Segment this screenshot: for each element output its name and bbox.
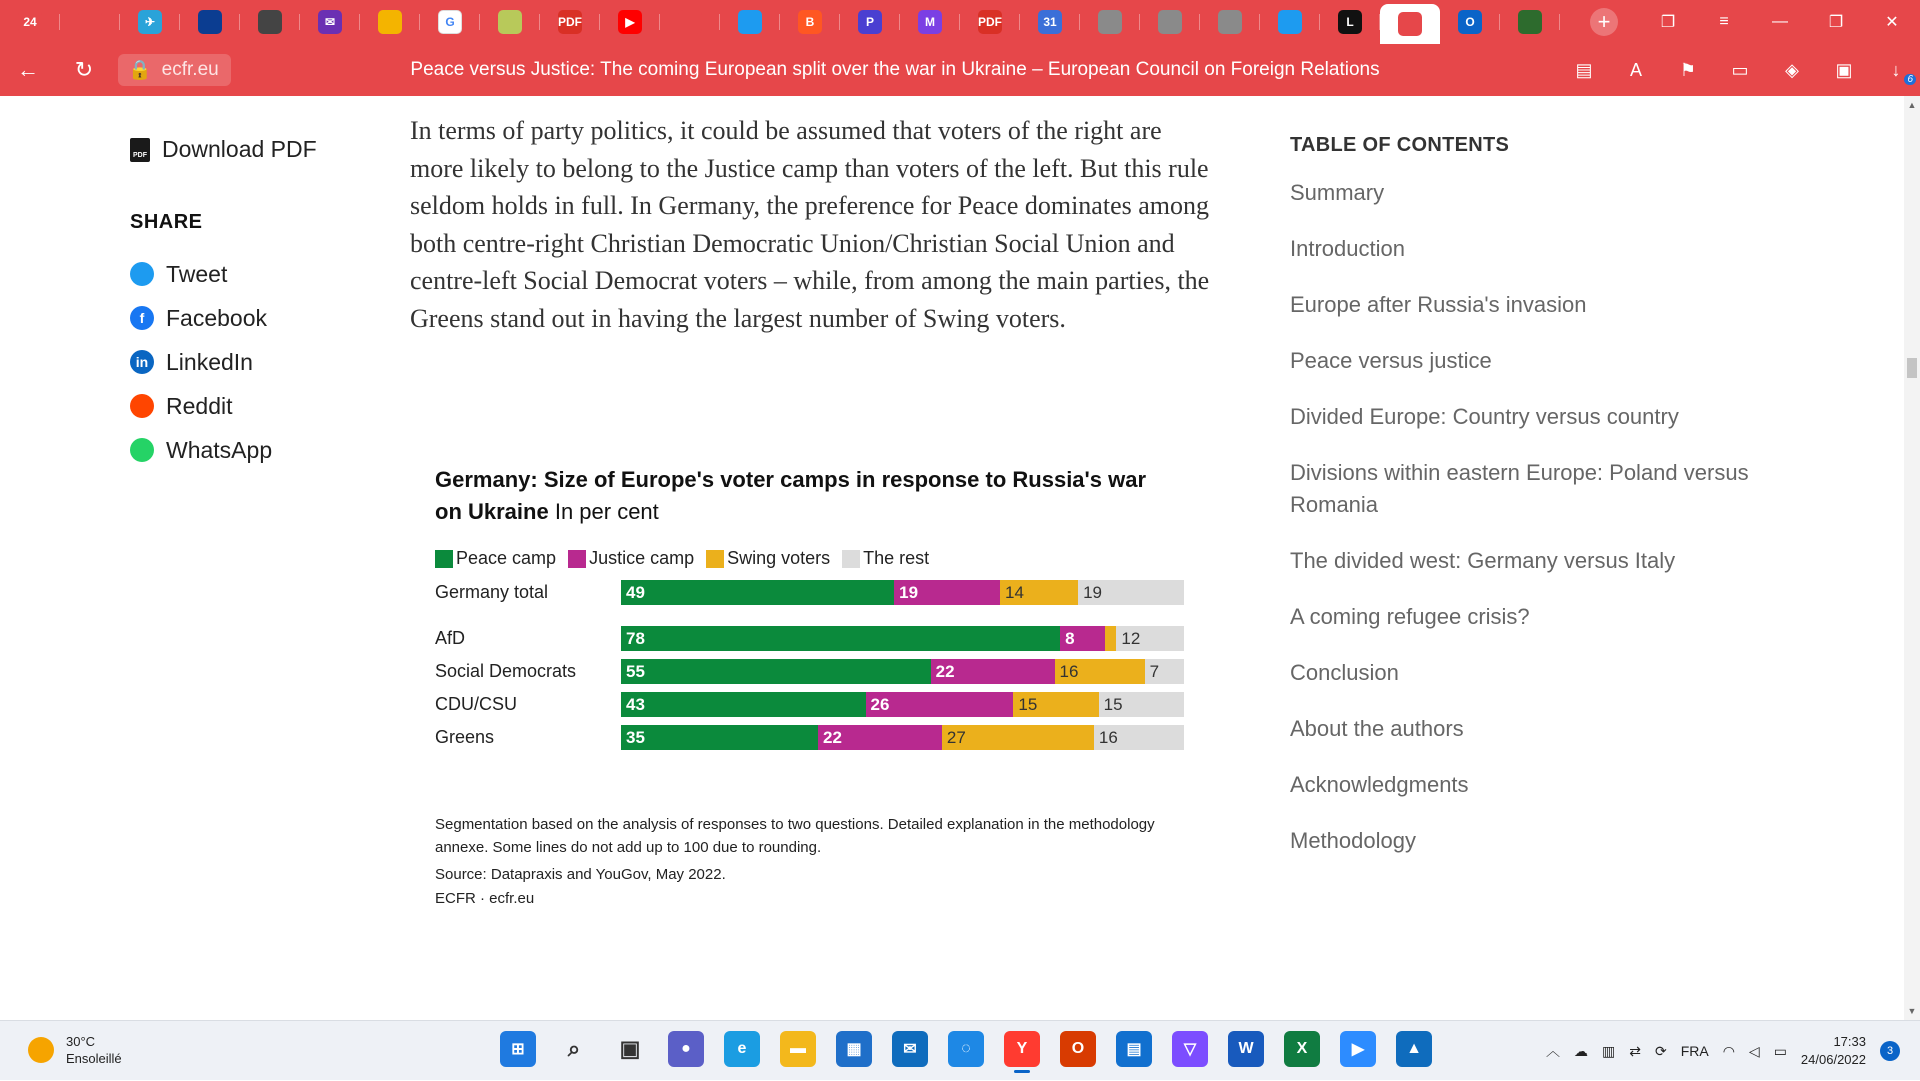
browser-tab[interactable] xyxy=(1080,0,1140,44)
share-item-linkedin[interactable] xyxy=(130,340,370,384)
browser-tab[interactable] xyxy=(600,0,660,44)
twitter-icon xyxy=(738,10,762,34)
chart-category-label: Germany total xyxy=(435,582,549,602)
chart-category-label: AfD xyxy=(435,628,466,648)
bar-value-label: 15 xyxy=(1103,695,1123,714)
youtube-icon: ▶ xyxy=(618,10,642,34)
legend-label: Peace camp xyxy=(456,548,557,568)
tray-sync-icon[interactable]: ⟳ xyxy=(1654,1042,1667,1059)
toc-item[interactable]: Conclusion xyxy=(1290,660,1399,685)
bar-segment xyxy=(1105,626,1116,651)
toc-list xyxy=(1290,177,1770,857)
hexagon-icon xyxy=(258,10,282,34)
blogger-icon: B xyxy=(798,10,822,34)
article-body xyxy=(410,112,1220,337)
bar-segment xyxy=(894,580,1000,605)
legend-label: Swing voters xyxy=(727,548,831,568)
browser-tab[interactable] xyxy=(900,0,960,44)
scroll-up-arrow-icon[interactable]: ▲ xyxy=(1907,100,1917,110)
tree-sketch-icon xyxy=(1158,10,1182,34)
bar-segment xyxy=(1099,692,1184,717)
vpn-icon[interactable]: ▽ xyxy=(1172,1031,1208,1067)
bar-segment xyxy=(1145,659,1184,684)
toc-item[interactable]: Introduction xyxy=(1290,236,1405,261)
toc-heading: TABLE OF CONTENTS xyxy=(1290,134,1510,156)
search-chat-icon xyxy=(1398,12,1422,36)
browser-tab[interactable] xyxy=(0,0,60,44)
volume-icon[interactable]: ◁ xyxy=(1748,1042,1760,1059)
browser-tab[interactable] xyxy=(1500,0,1560,44)
bar-value-label: 15 xyxy=(1018,695,1038,714)
legend-label: The rest xyxy=(863,548,930,568)
counter-24-icon: 24 xyxy=(18,10,42,34)
notification-count[interactable]: 3 xyxy=(1880,1041,1900,1061)
browser-tab[interactable] xyxy=(960,0,1020,44)
bar-value-label: 19 xyxy=(1083,583,1102,602)
weather-text xyxy=(66,1033,122,1067)
weather-widget[interactable] xyxy=(28,1033,122,1067)
legend-label: Justice camp xyxy=(589,548,695,568)
legend-item xyxy=(435,548,556,569)
yandex-browser-icon[interactable]: Y xyxy=(1004,1031,1040,1067)
google-multicolor-icon xyxy=(378,10,402,34)
toc-item[interactable]: Divided Europe: Country versus country xyxy=(1290,404,1679,429)
windows-taskbar xyxy=(0,1020,1920,1080)
legend-swatch xyxy=(842,550,860,568)
edge-icon[interactable]: e xyxy=(724,1031,760,1067)
share-item-tweet[interactable] xyxy=(130,252,370,296)
zoom-icon[interactable]: ▶ xyxy=(1340,1031,1376,1067)
desktop-app-icon[interactable]: ▤ xyxy=(1116,1031,1152,1067)
reader-mode-icon[interactable]: ▤ xyxy=(1575,59,1593,80)
new-tab-button[interactable]: + xyxy=(1590,8,1618,36)
browser-tab[interactable] xyxy=(1200,0,1260,44)
tray-settings-icon[interactable]: ⇄ xyxy=(1629,1042,1641,1059)
word-icon[interactable]: W xyxy=(1228,1031,1264,1067)
toc-item[interactable]: Summary xyxy=(1290,180,1385,205)
toc-item[interactable]: The divided west: Germany versus Italy xyxy=(1290,548,1676,573)
screenshot-extension-icon[interactable]: ▣ xyxy=(1835,59,1853,80)
bar-segment xyxy=(1013,692,1098,717)
downloads-count: 6 xyxy=(1904,74,1916,85)
chart-category-label: Social Democrats xyxy=(435,661,577,681)
bar-value-label: 35 xyxy=(626,728,645,747)
tray-app-icon[interactable]: ▥ xyxy=(1601,1042,1616,1059)
bar-segment xyxy=(1000,580,1078,605)
bar-value-label: 22 xyxy=(935,662,955,681)
tree-sketch-icon xyxy=(1098,10,1122,34)
photos-icon[interactable]: ▲ xyxy=(1396,1031,1432,1067)
bar-segment xyxy=(942,725,1094,750)
window-controls xyxy=(1640,0,1920,44)
bar-segment xyxy=(1094,725,1184,750)
chart-category-label: Greens xyxy=(435,727,495,747)
chart-title: Germany: Size of Europe's voter camps in response to Russia's war on Ukraine xyxy=(435,467,1147,524)
browser-tab[interactable] xyxy=(1020,0,1080,44)
address-bar-actions xyxy=(1570,44,1913,96)
chart-bars xyxy=(435,575,1195,805)
bookmark-icon[interactable]: ⚑ xyxy=(1679,59,1697,80)
share-heading: SHARE xyxy=(130,211,203,233)
toc-item[interactable]: Methodology xyxy=(1290,828,1416,853)
browser-tab[interactable] xyxy=(1320,0,1380,44)
minimize-button[interactable]: — xyxy=(1772,13,1788,30)
bar-value-label: 14 xyxy=(1005,583,1024,602)
toc-item[interactable]: Europe after Russia's invasion xyxy=(1290,292,1587,317)
facebook-icon: f xyxy=(130,306,154,330)
system-tray xyxy=(1546,1021,1900,1081)
bar-value-label: 16 xyxy=(1098,728,1118,747)
twitter-icon xyxy=(1278,10,1302,34)
share-list xyxy=(130,252,370,472)
google-icon: G xyxy=(438,10,462,34)
share-item-label: WhatsApp xyxy=(166,436,273,463)
mail-m-icon: M xyxy=(918,10,942,34)
chart-title-block xyxy=(435,464,1175,528)
chart-row xyxy=(435,659,1195,685)
chart-legend xyxy=(435,548,1195,569)
battery-icon[interactable]: ▭ xyxy=(1773,1042,1787,1059)
scroll-down-arrow-icon[interactable]: ▼ xyxy=(1907,1006,1917,1016)
share-item-label: Reddit xyxy=(166,392,233,419)
share-item-label: LinkedIn xyxy=(166,348,253,375)
bar-segment xyxy=(1060,626,1105,651)
toc-item[interactable]: Divisions within eastern Europe: Poland versus Romania xyxy=(1290,460,1749,517)
reload-button[interactable]: ↻ xyxy=(74,57,94,82)
bar-value-label: 19 xyxy=(899,583,919,602)
chart-note: Segmentation based on the analysis of responses to two questions. Detailed explanation in the methodology annexe. Some lines do not add up to 100 due to rounding. xyxy=(435,816,1155,856)
file-explorer-icon[interactable]: ▬ xyxy=(780,1031,816,1067)
bar-value-label: 26 xyxy=(870,695,890,714)
bar-value-label: 22 xyxy=(823,728,842,747)
tab-list xyxy=(0,0,1560,44)
bar-segment xyxy=(621,626,1060,651)
url-field[interactable] xyxy=(118,54,231,86)
search-icon[interactable]: ⌕ xyxy=(567,1036,581,1061)
voter-camps-chart xyxy=(435,464,1195,911)
menu-icon[interactable]: ≡ xyxy=(1719,13,1729,30)
legend-swatch xyxy=(706,550,724,568)
stacked-bar xyxy=(621,692,1184,717)
pattern-icon xyxy=(1518,10,1542,34)
browser-tab[interactable] xyxy=(720,0,780,44)
bar-segment xyxy=(621,692,866,717)
clock[interactable] xyxy=(1801,1033,1866,1069)
stacked-bar xyxy=(621,580,1184,605)
bar-value-label: 27 xyxy=(946,728,966,747)
reddit-icon xyxy=(130,394,154,418)
browser-tab[interactable] xyxy=(180,0,240,44)
letter-l-icon: L xyxy=(1338,10,1362,34)
chart-credit: ECFR · ecfr.eu xyxy=(435,890,535,907)
download-pdf-link[interactable] xyxy=(130,136,370,163)
browser-tab[interactable] xyxy=(60,0,120,44)
bar-value-label: 43 xyxy=(626,695,645,714)
bar-segment xyxy=(621,659,931,684)
mail-icon[interactable]: ✉ xyxy=(892,1031,928,1067)
scrollbar-thumb[interactable] xyxy=(1907,358,1917,378)
bar-value-label: 55 xyxy=(626,662,645,681)
table-of-contents xyxy=(1290,134,1770,881)
document-icon xyxy=(678,10,702,34)
legend-swatch xyxy=(435,550,453,568)
wifi-icon[interactable]: ◠ xyxy=(1722,1042,1735,1059)
browser-tab[interactable] xyxy=(360,0,420,44)
stacked-bar xyxy=(621,659,1184,684)
browser-tab[interactable] xyxy=(540,0,600,44)
browser-tab[interactable] xyxy=(1260,0,1320,44)
bar-segment xyxy=(931,659,1055,684)
chart-row xyxy=(435,626,1195,652)
bar-segment xyxy=(1078,580,1184,605)
teams-chat-icon[interactable]: ● xyxy=(668,1031,704,1067)
legend-item xyxy=(706,548,830,569)
telegram-icon: ✈ xyxy=(138,10,162,34)
share-item-whatsapp[interactable] xyxy=(130,428,370,472)
linkedin-icon: in xyxy=(130,350,154,374)
browser-tab[interactable] xyxy=(660,0,720,44)
bar-segment xyxy=(818,725,942,750)
tray-chevron-up-icon[interactable]: ︿ xyxy=(1545,1043,1560,1059)
toc-item[interactable]: Acknowledgments xyxy=(1290,772,1469,797)
bar-segment xyxy=(1055,659,1145,684)
browser-tab[interactable] xyxy=(1440,0,1500,44)
task-view-icon[interactable]: ▣ xyxy=(619,1036,641,1061)
downloads-icon[interactable]: ↓ 6 xyxy=(1882,60,1910,81)
clock-date: 24/06/2022 xyxy=(1800,1052,1866,1067)
toc-item[interactable]: A coming refugee crisis? xyxy=(1290,604,1530,629)
bar-segment xyxy=(621,580,894,605)
share-item-facebook[interactable] xyxy=(130,296,370,340)
address-bar xyxy=(0,44,1920,96)
stacked-bar xyxy=(621,725,1184,750)
browser-tab[interactable] xyxy=(1380,4,1440,44)
toc-item[interactable]: Peace versus justice xyxy=(1290,348,1492,373)
battery-saver-icon[interactable]: ▭ xyxy=(1731,59,1749,80)
weather-temperature: 30°C xyxy=(66,1034,96,1049)
page-title: Peace versus Justice: The coming European split over the war in Ukraine – European Council on Foreign Relations xyxy=(410,59,1380,80)
pdf-icon: PDF xyxy=(558,10,582,34)
close-button[interactable]: ✕ xyxy=(1885,14,1899,31)
toc-item[interactable]: About the authors xyxy=(1290,716,1464,741)
restore-button[interactable]: ❐ xyxy=(1828,14,1844,31)
chart-row xyxy=(435,725,1195,751)
chart-row xyxy=(435,580,1195,606)
legend-item xyxy=(842,548,929,569)
browser-tab[interactable] xyxy=(840,0,900,44)
mail-purple-icon: ✉ xyxy=(318,10,342,34)
bar-segment xyxy=(1116,626,1184,651)
calendar-31-icon: 31 xyxy=(1038,10,1062,34)
sun-icon xyxy=(28,1037,54,1063)
clock-time: 17:33 xyxy=(1833,1034,1866,1049)
left-sidebar xyxy=(130,136,370,472)
taskbar-apps xyxy=(500,1031,1432,1067)
bar-value-label: 16 xyxy=(1059,662,1079,681)
browser-tab-strip xyxy=(0,0,1920,44)
bar-value-label: 49 xyxy=(626,583,645,602)
extension-icon[interactable]: ◈ xyxy=(1785,59,1799,80)
chart-unit: In per cent xyxy=(554,499,659,524)
excel-icon[interactable]: X xyxy=(1284,1031,1320,1067)
legend-swatch xyxy=(568,550,586,568)
share-item-reddit[interactable] xyxy=(130,384,370,428)
windows-start-icon[interactable]: ⊞ xyxy=(500,1031,536,1067)
browser-tab[interactable] xyxy=(120,0,180,44)
bar-segment xyxy=(621,725,818,750)
page-content xyxy=(0,96,1904,1020)
microsoft-store-icon[interactable]: ▦ xyxy=(836,1031,872,1067)
browser-tab[interactable] xyxy=(420,0,480,44)
browser-tab[interactable] xyxy=(240,0,300,44)
article-paragraph: In terms of party politics, it could be assumed that voters of the right are more likely to belong to the Justice camp than voters of the left. But this rule seldom holds in full. In Germany, the preference for Peace dominates among both centre-right Christian Democratic Union/Christian Social Union and centre-left Social Democrat voters – while, from among the main parties, the Greens stand out in having the largest number of Swing voters. xyxy=(410,116,1210,333)
twitter-icon xyxy=(130,262,154,286)
chart-category-label: CDU/CSU xyxy=(435,694,518,714)
p-logo-icon: P xyxy=(858,10,882,34)
whatsapp-icon xyxy=(130,438,154,462)
language-indicator[interactable]: FRA xyxy=(1680,1043,1709,1059)
bar-value-label: 12 xyxy=(1121,629,1141,648)
back-button[interactable]: ← xyxy=(17,57,39,82)
bar-value-label: 8 xyxy=(1065,629,1075,648)
outlook-icon: O xyxy=(1458,10,1482,34)
pdf-icon: PDF xyxy=(978,10,1002,34)
bar-value-label: 7 xyxy=(1149,662,1160,681)
browser-tab[interactable] xyxy=(780,0,840,44)
legend-item xyxy=(568,548,694,569)
page-scrollbar[interactable] xyxy=(1904,96,1920,1020)
messenger-icon[interactable]: ◌ xyxy=(948,1031,984,1067)
lock-icon: 🔒 xyxy=(128,60,152,81)
map-thumbnail-icon xyxy=(498,10,522,34)
office-icon[interactable]: O xyxy=(1060,1031,1096,1067)
chart-source: Source: Datapraxis and YouGov, May 2022. xyxy=(435,866,726,883)
stacked-bar xyxy=(621,626,1184,651)
share-item-label: Tweet xyxy=(166,260,228,287)
translate-icon[interactable]: A xyxy=(1629,59,1642,80)
bar-segment xyxy=(866,692,1014,717)
browser-tab[interactable] xyxy=(300,0,360,44)
chart-row xyxy=(435,692,1195,718)
download-pdf-label: Download PDF xyxy=(162,136,317,162)
tab-overview-icon[interactable]: ❐ xyxy=(1660,14,1676,31)
url-text: ecfr.eu xyxy=(161,59,219,80)
pdf-icon: PDF xyxy=(130,138,150,162)
share-item-label: Facebook xyxy=(166,304,268,331)
new-folder-icon xyxy=(78,10,102,34)
browser-tab[interactable] xyxy=(1140,0,1200,44)
browser-tab[interactable] xyxy=(480,0,540,44)
onedrive-icon[interactable]: ☁ xyxy=(1573,1042,1588,1059)
bar-value-label: 78 xyxy=(626,629,645,648)
nasa-icon xyxy=(198,10,222,34)
tree-sketch-icon xyxy=(1218,10,1242,34)
weather-condition: Ensoleillé xyxy=(66,1051,122,1066)
